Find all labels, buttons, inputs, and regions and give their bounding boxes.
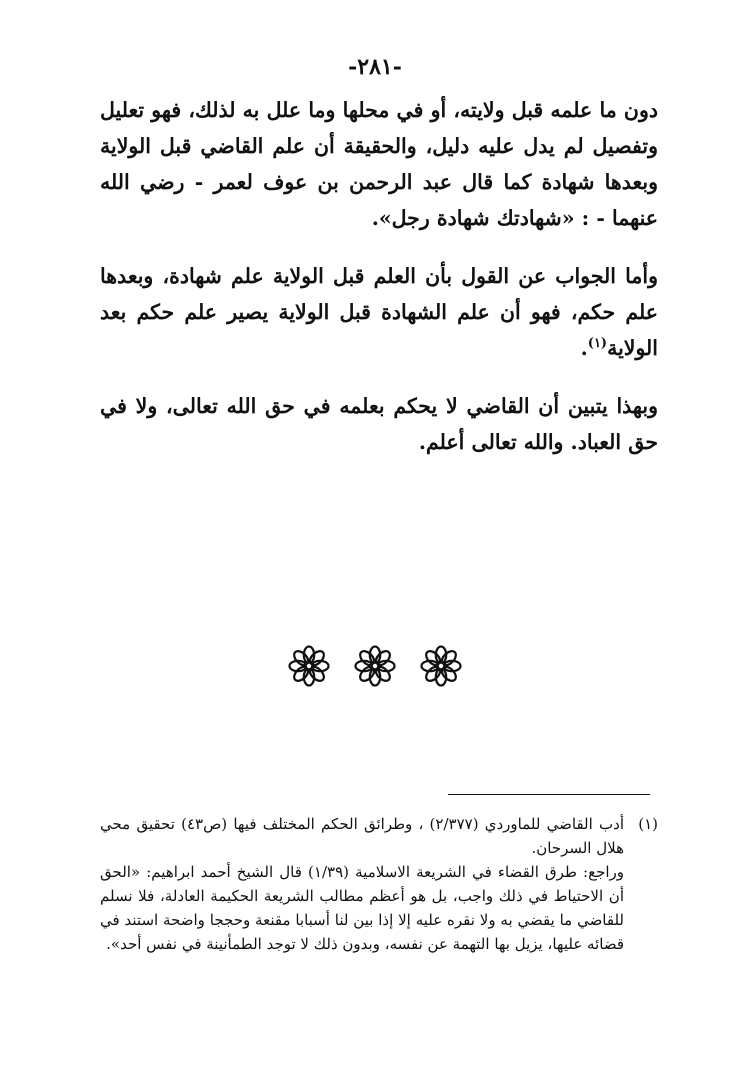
page-number: -٢٨١- (348, 54, 402, 80)
footnote-reference: (١) (587, 336, 608, 352)
footnote-line-1: أدب القاضي للماوردي (٢/٣٧٧) ، وطرائق الحكم المختلف فيها (ص٤٣) تحقيق محي هلال السرحان. (100, 815, 624, 857)
footnote-separator (448, 794, 650, 795)
flower-ornament-icon (287, 644, 331, 688)
paragraph-2 (100, 258, 658, 366)
footnote-marker: (١) (638, 815, 658, 833)
flower-ornament-icon (353, 644, 397, 688)
paragraph-3: وبهذا يتبين أن القاضي لا يحكم بعلمه في حق الله تعالى، ولا في حق العباد. والله تعالى أعلم. (100, 394, 658, 454)
flower-ornament-icon (419, 644, 463, 688)
footnote-line-2: وراجع: طرق القضاء في الشريعة الاسلامية (١/٣٩) قال الشيخ أحمد ابراهيم: «الحق أن الاحتياط في ذلك واجب، بل هو أعظم مطالب الشريعة الحكيمة العادلة، فلا نسلم للقاضي ما يقضي به ولا نقره عليه إلا إذا بين لنا أسبابا مقنعة وحججا واضحة استند في قضائه عليها، يزيل بها التهمة عن نفسه، وبدون ذلك لا توجد الطمأنينة في نفس أحد». (100, 863, 624, 953)
paragraph-2-end: . (580, 336, 588, 360)
paragraph-1: دون ما علمه قبل ولايته، أو في محلها وما علل به لذلك، فهو تعليل وتفصيل لم يدل عليه دليل، والحقيقة أن علم القاضي قبل الولاية وبعدها شهادة كما قال عبد الرحمن بن عوف لعمر - رضي الله عنهما - : «شهادتك شهادة رجل». (100, 98, 658, 230)
footnote-1 (100, 812, 658, 956)
paragraph-2-text: وأما الجواب عن القول بأن العلم قبل الولاية علم شهادة، وبعدها علم حكم، فهو أن علم الشهادة قبل الولاية يصير علم حكم بعد الولاية (100, 264, 658, 360)
section-ornaments (0, 644, 750, 688)
footnotes (100, 812, 658, 956)
main-text (100, 92, 658, 482)
footnote-body (100, 812, 624, 956)
